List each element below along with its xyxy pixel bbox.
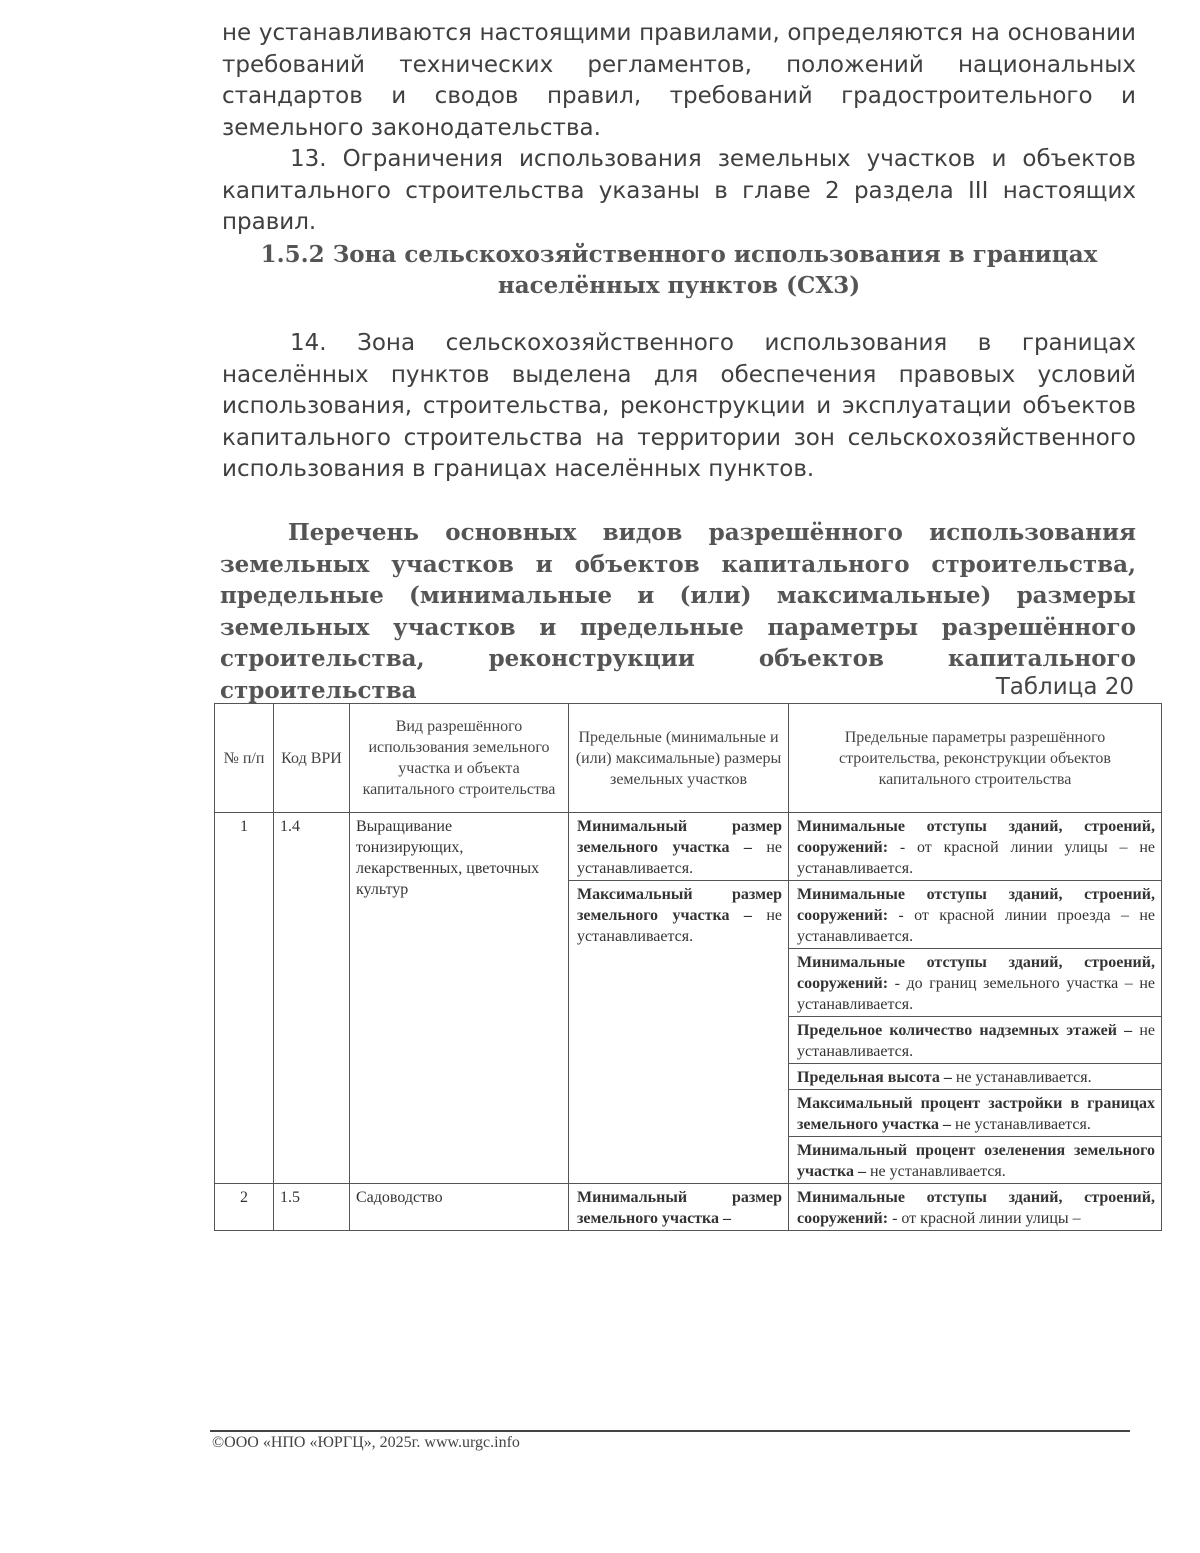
size-entry [569,881,788,948]
table-row [215,1184,1162,1231]
row-number: 2 [215,1184,274,1231]
row-number: 1 [215,813,274,1184]
row-type: Садоводство [350,1184,569,1231]
row-params [789,1184,1162,1231]
size-entry [569,1184,788,1230]
footer-copyright: ©ООО «НПО «ЮРГЦ», 2025г. www.urgc.info [212,1434,520,1451]
table-body [215,813,1162,1231]
param-entry [789,1137,1161,1183]
entry-label: Предельная высота – [797,1069,952,1086]
entry-value: не устанавливается. [577,839,782,877]
header-sizes: Предельные (минимальные и (или) максимальные) размеры земельных участков [569,704,789,813]
paragraph-14: 14. Зона сельскохозяйственного использования в границах населённых пунктов выделена для обеспечения правовых условий использования, строительства, реконструкции и эксплуатации объектов капитального строительства на территории зон сельскохозяйственного использования в границах населённых пунктов. [222,330,1136,482]
table-header-row [215,704,1162,813]
entry-label: Максимальный процент застройки в границах земельного участка – [797,1095,1155,1133]
entry-label: Предельное количество надземных этажей – [797,1022,1133,1039]
param-entry [789,949,1161,1017]
entry-value: - до границ земельного участка – не устанавливается. [797,975,1156,1013]
entry-label: Минимальные отступы зданий, строений, сооружений: [797,954,1155,992]
row-params [789,813,1162,1184]
entry-value: не устанавливается. [869,1163,1006,1180]
entry-value: - от красной линии улицы – не устанавливается. [797,839,1156,877]
header-params: Предельные параметры разрешённого строительства, реконструкции объектов капитального строительства [789,704,1162,813]
entry-label: Минимальные отступы зданий, строений, сооружений: [797,886,1155,924]
row-code: 1.4 [274,813,350,1184]
entry-label: Минимальный размер земельного участка – [577,818,782,856]
size-entry [569,813,788,881]
row-sizes [569,813,789,1184]
entry-value: не устанавливается. [577,907,782,945]
entry-value: не устанавливается. [955,1069,1092,1086]
entry-label: Минимальные отступы зданий, строений, сооружений: [797,818,1155,856]
entry-label: Минимальный процент озеленения земельного участка – [797,1142,1155,1180]
intro-paragraph: не устанавливаются настоящими правилами, определяются на основании требований технических регламентов, положений национальных стандартов и сводов правил, требований градостроительного и земельного законодательства. [222,20,1136,141]
entry-value: не устанавливается. [955,1116,1091,1133]
paragraph-13: 13. Ограничения использования земельных участков и объектов капитального строительства указаны в главе 2 раздела III настоящих правил. [222,146,1136,235]
section-heading: 1.5.2 Зона сельскохозяйственного использования в границах населённых пунктов (СХ3) [260,241,1098,299]
table-row [215,813,1162,1184]
list-title: Перечень основных видов разрешённого использования земельных участков и объектов капитального строительства, предельные (минимальные и (или) максимальные) размеры земельных участков и предельные параметры разрешённого строительства, реконструкции объектов капитального строительства [220,519,1136,704]
param-entry [789,813,1161,881]
footer-divider [210,1430,1130,1432]
row-code: 1.5 [274,1184,350,1231]
param-entry [789,881,1161,949]
param-entry [789,1017,1161,1064]
entry-value: не устанавливается. [797,1022,1155,1060]
param-entry [789,1184,1161,1230]
header-type: Вид разрешённого использования земельного участка и объекта капитального строительства [350,704,569,813]
param-entry [789,1090,1161,1137]
entry-label: Минимальный размер земельного участка – [577,1189,782,1227]
entry-value: - от красной линии улицы – [892,1210,1081,1227]
permitted-use-table [214,703,1162,1231]
header-num: № п/п [215,704,274,813]
row-sizes [569,1184,789,1231]
header-code: Код ВРИ [274,704,350,813]
entry-value: - от красной линии проезда – не устанавливается. [797,907,1156,945]
param-entry [789,1064,1161,1090]
table-label: Таблица 20 [995,674,1134,700]
row-type: Выращивание тонизирующих, лекарственных, цветочных культур [350,813,569,1184]
entry-label: Минимальные отступы зданий, строений, сооружений: [797,1189,1155,1227]
entry-label: Максимальный размер земельного участка – [577,886,782,924]
